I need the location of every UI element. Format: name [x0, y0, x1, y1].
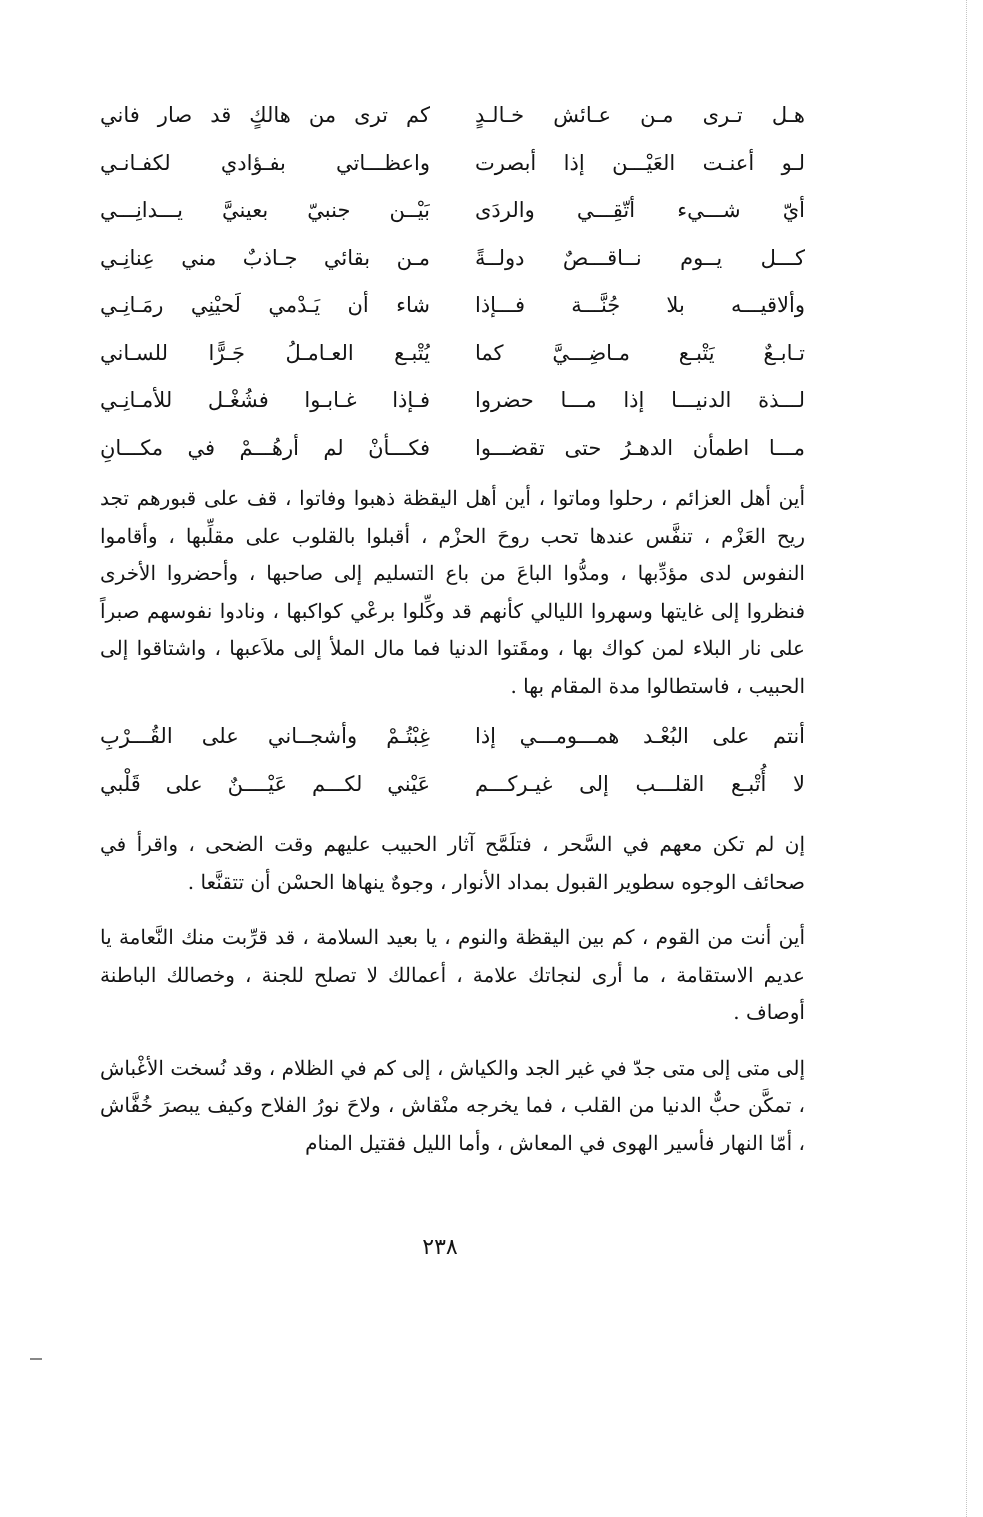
verse-line: [100, 92, 805, 140]
verse-first-hemistich: تـابـعٌ يَتْبـع مـاضِـــيَّ كما: [475, 340, 805, 365]
paragraph-until-when: إلى متى إلى متى جدّ في غير الجد والكياش ، إلى كم في الظلام ، وقد نُسخت الأغْباش ، تمكَّن حبٌّ الدنيا من القلب ، فما يخرجه منْقاش ، ولاحَ نورُ الفلاح وكيف يبصرَ خُفَّاش ، أمّا النهار فأسير الهوى في المعاش ، وأما الليل فقتيل المنام: [100, 1055, 805, 1155]
verse-line: [100, 761, 805, 809]
spacer: [100, 1032, 805, 1050]
verse-second-hemistich: بَيْــن جنبيّ بعينيَّ يـــدانِـــي: [100, 198, 430, 222]
poem-first: [100, 92, 805, 472]
verse-second-hemistich: فكـــأنْ لم أرهُـــمْ في مكـــانِ: [100, 435, 430, 460]
verse-second-hemistich: واعظـــاتي بفـؤادي لكفـانـي: [100, 150, 430, 175]
verse-first-hemistich: مـــا اطمأن الدهـرُ حتى تقضـــوا: [475, 435, 805, 460]
scan-mark: [30, 1358, 42, 1360]
verse-line: [100, 377, 805, 425]
poem-second: [100, 713, 805, 808]
verse-first-hemistich: هـل تـرى مـن عـائش خـالـدٍ: [475, 103, 805, 127]
verse-second-hemistich: يُتْبـع العـامـلُ جَـرًّا للسـاني: [100, 340, 430, 365]
verse-second-hemistich: فـإذا غـابـوا فشُغْـل للأمـانِـي: [100, 388, 430, 412]
spacer: [100, 808, 805, 826]
verse-line: [100, 425, 805, 473]
verse-first-hemistich: أيّ شـــيء أتّقِـــي والردَى: [475, 198, 805, 222]
verse-second-hemistich: غِبْتُـمْ وأشجــاني على القُـــرْبِ: [100, 724, 430, 748]
verse-line: [100, 282, 805, 330]
paragraph-people-of-resolve: أين أهل العزائم ، رحلوا وماتوا ، أين أهل اليقظة ذهبوا وفاتوا ، قف على قبورهم تجد ريح العَزْم ، تنفَّس عندها تحب روحَ الحزْم ، أقبلوا بالقلوب على مقلِّبها ، وأقاموا النفوس لدى مؤدِّبها ، ومدُّوا الباعَ من باع التسليم إلى صاحبها ، وأحضروا الأخرى فنظروا إلى غايتها وسهروا الليالي كأنهم قد وكِّلوا برعْي كواكبها ، ونادوا نفوسهم صبراً على نار البلاء لمن كواك بها ، ومقَتوا الدنيا فما مال الملأ إلى ملاَعبها ، واشتاقوا إلى الحبيب ، فاستطالوا مدة المقام بها .: [100, 486, 806, 698]
page-edge-line: [966, 0, 969, 1517]
paragraph-where-are-you: أين أنت من القوم ، كم بين اليقظة والنوم ، يا بعيد السلامة ، قد قرِّبت منك النَّعامة يا عديم الاستقامة ، ما أرى لنجاتك علامة ، أعمالك لا تصلح للجنة ، وخصالك الباطنة أوصاف .: [100, 925, 805, 1024]
spacer: [100, 901, 805, 919]
page-number: ٢٣٨: [422, 1235, 458, 1260]
verse-second-hemistich: شاء أن يَـدْمي لَحيْنِي رمَـانِـي: [100, 293, 430, 317]
spacer: [100, 705, 805, 713]
verse-first-hemistich: كـــل يــوم نــاقـــصٌ دولــةً: [475, 245, 805, 270]
verse-first-hemistich: لـو أعنـت العَيْـــن إذا أبصرت: [475, 150, 805, 175]
verse-line: [100, 330, 805, 378]
spacer: [100, 472, 805, 480]
paragraph-dawn: إن لم تكن معهم في السَّحر ، فتلَمَّح آثار الحبيب عليهم وقت الضحى ، واقرأ في صحائف الوجوه سطوير القبول بمداد الأنوار ، وجوهٌ ينهاها الحسْن أن تتقنَّعا .: [100, 832, 805, 894]
verse-first-hemistich: أنتم على البُعْـد همـــومـــي إذا: [475, 724, 805, 748]
verse-line: [100, 140, 805, 188]
verse-second-hemistich: عَيْني لكـــم عَيْــــنٌ على قَلْبي: [100, 771, 430, 796]
verse-line: [100, 235, 805, 283]
verse-line: [100, 713, 805, 761]
verse-first-hemistich: لا أُتْبـع القلـــب إلى غيـركـــم: [475, 771, 805, 796]
verse-first-hemistich: وألاقيـــه بلا جُنَّـــة فـــإذا: [475, 293, 805, 317]
verse-second-hemistich: كم ترى من هالكٍ قد صار فاني: [100, 103, 430, 127]
verse-first-hemistich: لـــذة الدنيـــا إذا مـــا حضروا: [475, 388, 805, 412]
verse-second-hemistich: مـن بقائي جـاذبٌ مني عِنانِـي: [100, 245, 430, 270]
verse-line: [100, 187, 805, 235]
page-content: [100, 92, 805, 1162]
